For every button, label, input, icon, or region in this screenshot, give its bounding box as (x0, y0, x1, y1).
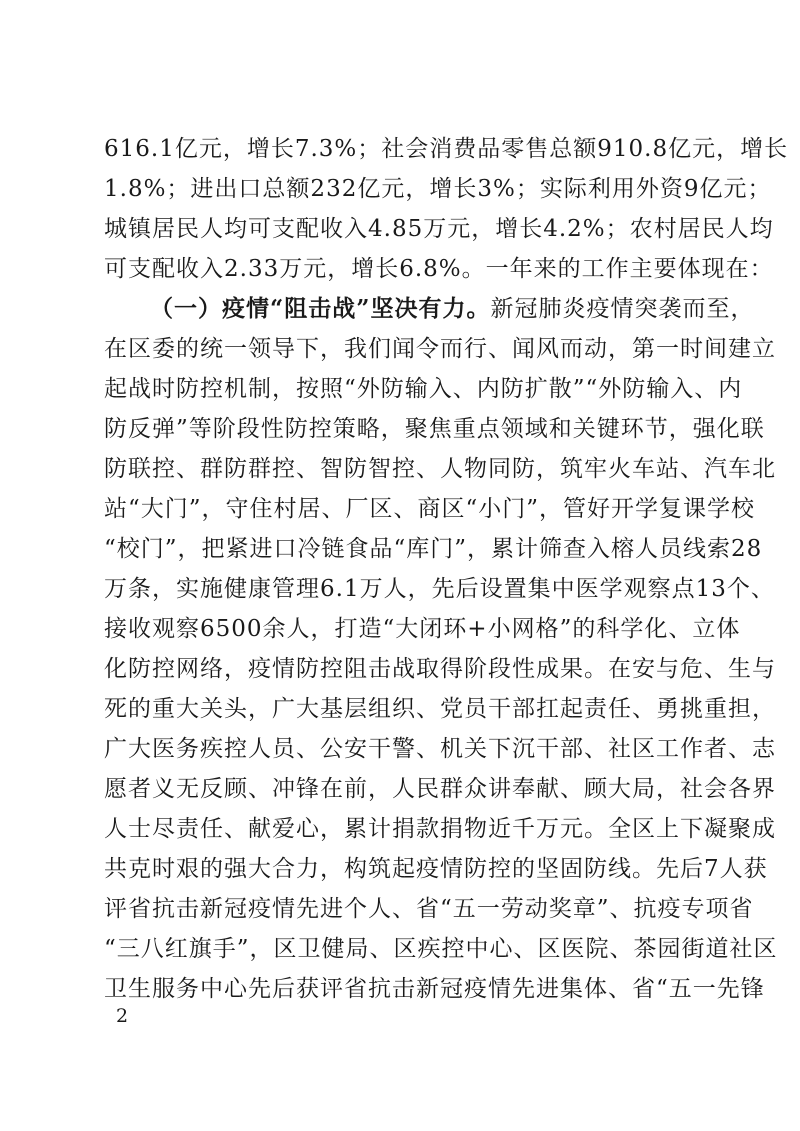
text-line: 评省抗击新冠疫情先进个人、省“五一劳动奖章”、抗疫专项省 (104, 896, 754, 922)
text-line: 起战时防控机制，按照“外防输入、内防扩散”“外防输入、内 (104, 376, 743, 402)
text-line: 616.1亿元，增长7.3%；社会消费品零售总额910.8亿元，增长 (104, 136, 789, 162)
text-line: 1.8%；进出口总额232亿元，增长3%；实际利用外资9亿元； (104, 176, 772, 202)
text-line: 愿者义无反顾、冲锋在前，人民群众讲奉献、顾大局，社会各界 (104, 776, 776, 802)
text-line: 站“大门”，守住村居、厂区、商区“小门”，管好开学复课学校 (104, 496, 756, 522)
text-line: 防反弹”等阶段性防控策略，聚焦重点领域和关键环节，强化联 (104, 416, 765, 442)
text-line: “三八红旗手”，区卫健局、区疾控中心、区医院、茶园街道社区 (104, 936, 778, 962)
text-line: 可支配收入2.33万元，增长6.8%。一年来的工作主要体现在： (104, 256, 774, 282)
section-heading: （一）疫情“阻击战”坚决有力。 (150, 295, 491, 322)
text-line: 人士尽责任、献爱心，累计捐款捐物近千万元。全区上下凝聚成 (104, 816, 776, 842)
text-line: 在区委的统一领导下，我们闻令而行、闻风而动，第一时间建立 (104, 336, 776, 362)
page-number: 2 (116, 1005, 129, 1027)
text-line: “校门”，把紧进口冷链食品“库门”，累计筛查入榕人员线索28 (104, 536, 763, 562)
text-line: 卫生服务中心先后获评省抗击新冠疫情先进集体、省“五一先锋 (104, 976, 765, 1002)
text-line: 防联控、群防群控、智防智控、人物同防，筑牢火车站、汽车北 (104, 456, 776, 482)
body-text (104, 129, 789, 1009)
section-heading-line (104, 289, 755, 329)
text-line: 城镇居民人均可支配收入4.85万元，增长4.2%；农村居民人均 (104, 216, 774, 242)
text-line: 广大医务疾控人员、公安干警、机关下沉干部、社区工作者、志 (104, 736, 776, 762)
section-heading-rest: 新冠肺炎疫情突袭而至， (490, 296, 755, 322)
text-line: 接收观察6500余人，打造“大闭环+小网格”的科学化、立体 (104, 616, 741, 642)
text-line: 死的重大关头，广大基层组织、党员干部扛起责任、勇挑重担， (104, 696, 776, 722)
text-line: 共克时艰的强大合力，构筑起疫情防控的坚固防线。先后7人获 (104, 856, 768, 882)
text-line: 化防控网络，疫情防控阻击战取得阶段性成果。在安与危、生与 (104, 656, 776, 682)
text-line: 万条，实施健康管理6.1万人，先后设置集中医学观察点13个、 (104, 576, 775, 602)
